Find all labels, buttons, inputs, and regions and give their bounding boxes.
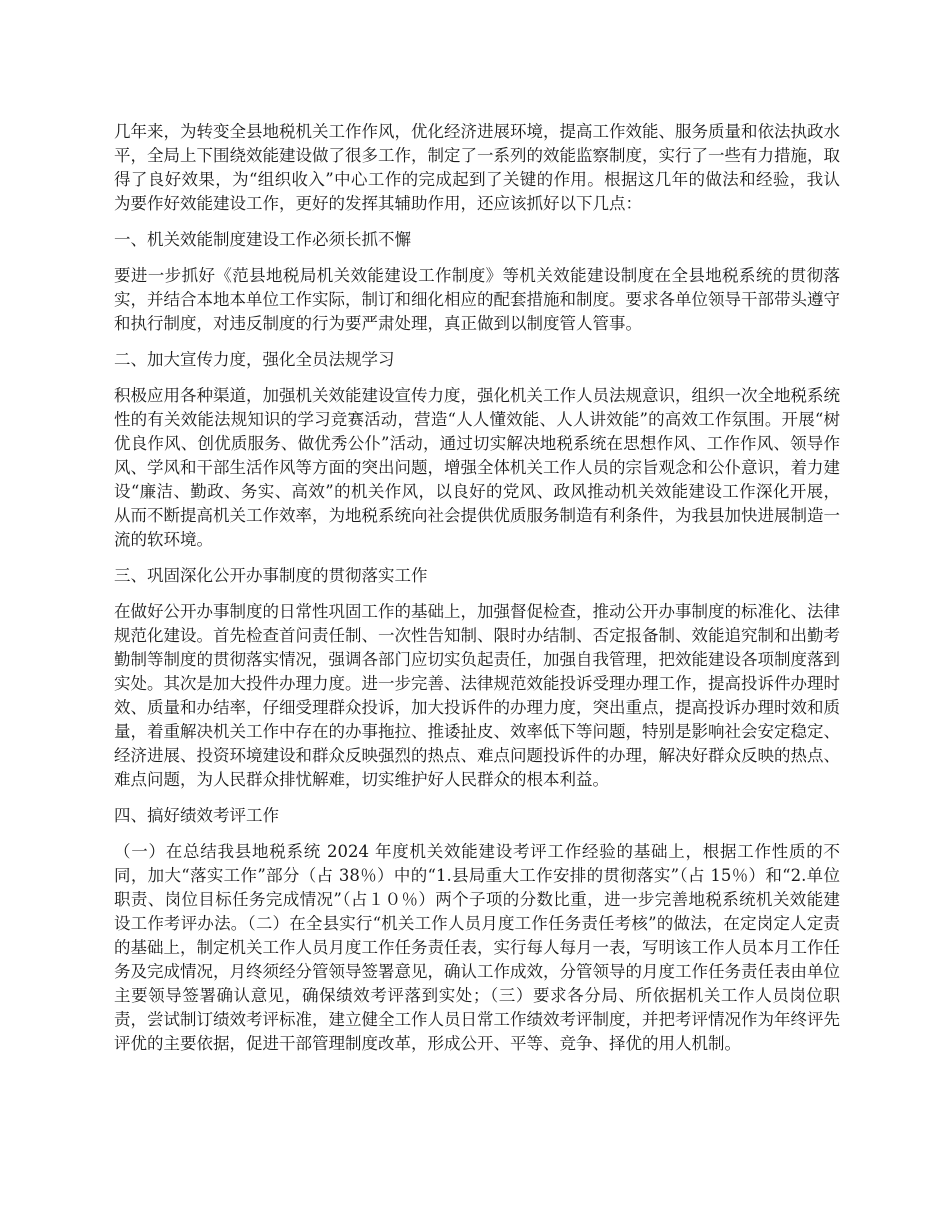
document-page [114,120,840,1068]
section-1-body: 要进一步抓好《范县地税局机关效能建设工作制度》等机关效能建设制度在全县地税系统的贯彻落实，并结合本地本单位工作实际，制订和细化相应的配套措施和制度。要求各单位领导干部带头遵守和执行制度，对违反制度的行为要严肃处理，真正做到以制度管人管事。 [114,266,840,333]
section-3-heading: 三、巩固深化公开办事制度的贯彻落实工作 [114,566,428,585]
section-2-heading: 二、加大宣传力度，强化全员法规学习 [114,350,395,369]
section-1-heading: 一、机关效能制度建设工作必须长抓不懈 [114,230,411,249]
section-4-body: （一）在总结我县地税系统 2024 年度机关效能建设考评工作经验的基础上，根据工作性质的不同，加大“落实工作”部分（占 38％）中的“1.县局重大工作安排的贯彻落实”（占 15％）和“2.单位职责、岗位目标任务完成情况”（占１０％）两个子项的分数比重，进一步完善地税系统机关效能建设工作考评办法。（二）在全县实行“机关工作人员月度工作任务责任考核”的做法，在定岗定人定责的基础上，制定机关工作人员月度工作任务责任表，实行每人每月一表，写明该工作人员本月工作任务及完成情况，月终须经分管领导签署意见，确认工作成效，分管领导的月度工作任务责任表由单位主要领导签署确认意见，确保绩效考评落到实处；（三）要求各分局、所依据机关工作人员岗位职责，尝试制订绩效考评标准，建立健全工作人员日常工作绩效考评制度，并把考评情况作为年终评先评优的主要依据，促进干部管理制度改革，形成公开、平等、竞争、择优的用人机制。 [114,842,840,1053]
section-3-body: 在做好公开办事制度的日常性巩固工作的基础上，加强督促检查，推动公开办事制度的标准化、法律规范化建设。首先检查首问责任制、一次性告知制、限时办结制、否定报备制、效能追究制和出勤考勤制等制度的贯彻落实情况，强调各部门应切实负起责任，加强自我管理，把效能建设各项制度落到实处。其次是加大投件办理力度。进一步完善、法律规范效能投诉受理办理工作，提高投诉件办理时效、质量和办结率，仔细受理群众投诉，加大投诉件的办理力度，突出重点，提高投诉办理时效和质量，着重解决机关工作中存在的办事拖拉、推诿扯皮、效率低下等问题，特别是影响社会安定稳定、经济进展、投资环境建设和群众反映强烈的热点、难点问题投诉件的办理，解决好群众反映的热点、难点问题，为人民群众排忧解难，切实维护好人民群众的根本利益。 [114,602,840,789]
section-4-heading: 四、搞好绩效考评工作 [114,806,279,825]
section-2-body: 积极应用各种渠道，加强机关效能建设宣传力度，强化机关工作人员法规意识，组织一次全地税系统性的有关效能法规知识的学习竞赛活动，营造“人人懂效能、人人讲效能”的高效工作氛围。开展“树优良作风、创优质服务、做优秀公仆”活动，通过切实解决地税系统在思想作风、工作作风、领导作风、学风和干部生活作风等方面的突出问题，增强全体机关工作人员的宗旨观念和公仆意识，着力建设“廉洁、勤政、务实、高效”的机关作风，以良好的党风、政风推动机关效能建设工作深化开展，从而不断提高机关工作效率，为地税系统向社会提供优质服务制造有利条件，为我县加快进展制造一流的软环境。 [114,386,840,549]
intro-paragraph: 几年来，为转变全县地税机关工作作风，优化经济进展环境，提高工作效能、服务质量和依法执政水平，全局上下围绕效能建设做了很多工作，制定了一系列的效能监察制度，实行了一些有力措施，取得了良好效果，为“组织收入”中心工作的完成起到了关键的作用。根据这几年的做法和经验，我认为要作好效能建设工作，更好的发挥其辅助作用，还应该抓好以下几点： [114,122,840,213]
